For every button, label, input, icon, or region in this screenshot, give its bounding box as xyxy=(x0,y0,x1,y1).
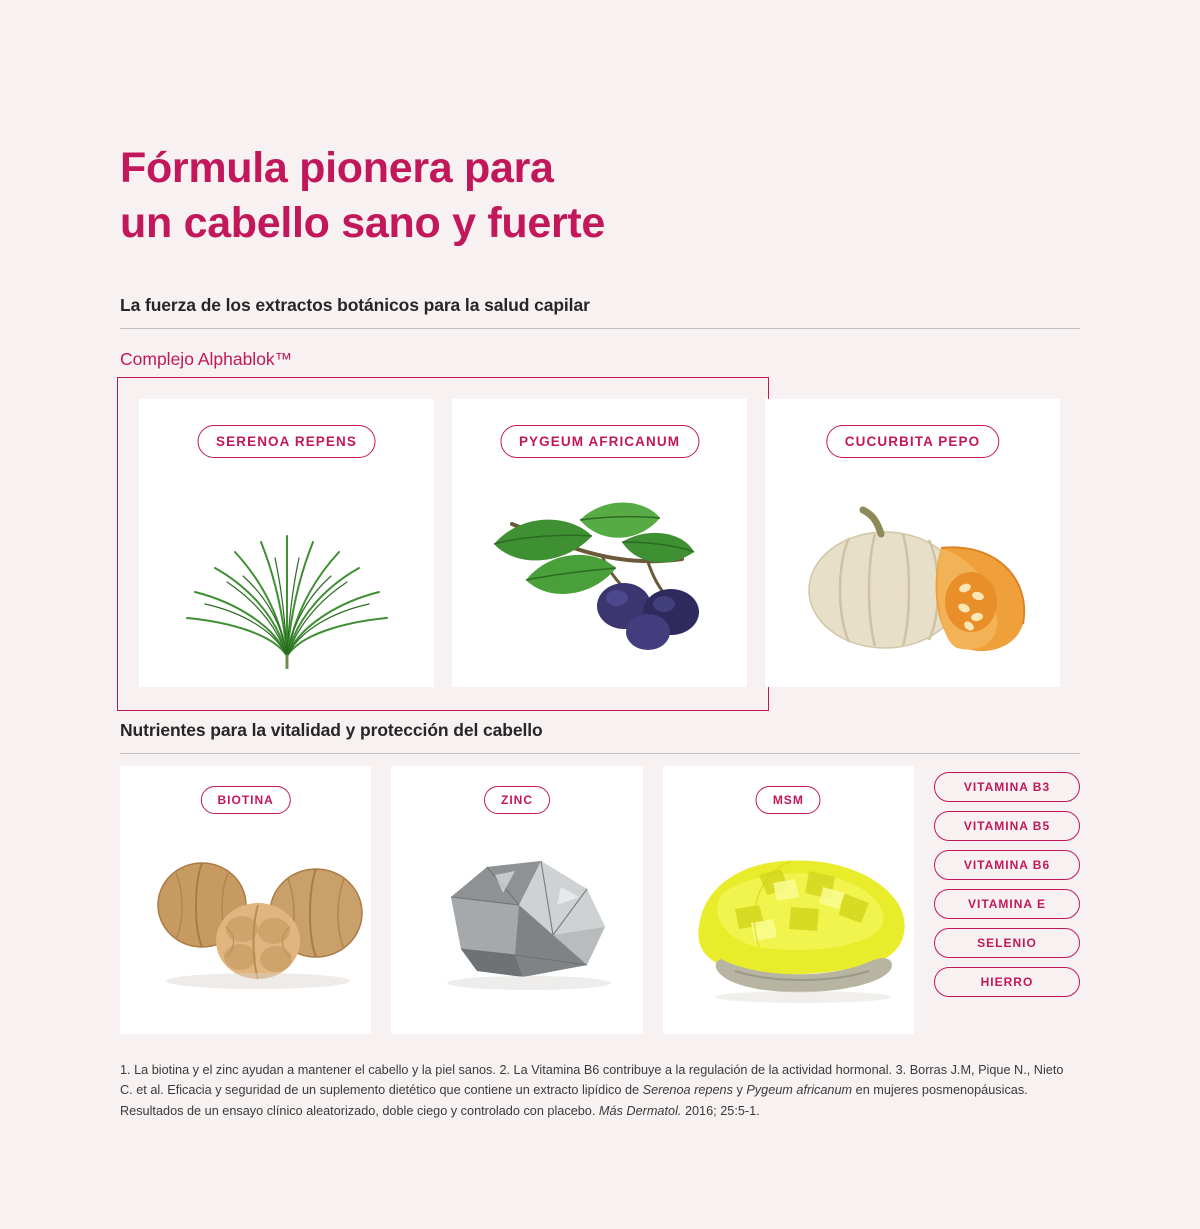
pumpkin-illustration xyxy=(765,484,1060,669)
nutrient-label-msm: MSM xyxy=(756,786,821,814)
ingredient-label-cucurbita-pepo: CUCURBITA PEPO xyxy=(826,425,999,458)
vitamin-pill-hierro: HIERRO xyxy=(934,967,1080,997)
page-title-line-1: Fórmula pionera para xyxy=(120,143,554,192)
nutrient-label-zinc: ZINC xyxy=(484,786,550,814)
section-botanicals-heading: La fuerza de los extractos botánicos para la salud capilar xyxy=(120,294,590,315)
divider-2 xyxy=(120,753,1080,754)
footnote-italic-serenoa: Serenoa repens xyxy=(642,1083,733,1098)
vitamin-pill-e: VITAMINA E xyxy=(934,889,1080,919)
vitamin-pill-b5: VITAMINA B5 xyxy=(934,811,1080,841)
ingredient-label-serenoa-repens: SERENOA REPENS xyxy=(197,425,376,458)
footnotes xyxy=(120,1060,1070,1122)
footnote-text-4: 2016; 25:5-1. xyxy=(681,1104,760,1119)
zinc-mineral-illustration xyxy=(391,831,642,1016)
footnote-italic-journal: Más Dermatol. xyxy=(598,1104,682,1119)
page-title-line-2: un cabello sano y fuerte xyxy=(120,198,606,247)
page-title xyxy=(120,29,1080,251)
vitamin-pill-selenio: SELENIO xyxy=(934,928,1080,958)
nutrient-card-biotina xyxy=(120,766,371,1034)
botanical-cards-group xyxy=(120,380,1080,687)
divider-1 xyxy=(120,328,1080,329)
nutrient-label-biotina: BIOTINA xyxy=(200,786,290,814)
ingredient-card-pygeum-africanum xyxy=(452,399,747,687)
nutrient-card-zinc xyxy=(391,766,642,1034)
walnuts-illustration xyxy=(120,831,371,1016)
alphablok-complex-label: Complejo Alphablok™ xyxy=(120,348,293,369)
ingredient-label-pygeum-africanum: PYGEUM AFRICANUM xyxy=(500,425,699,458)
footnote-text-1: 1. La biotina y el zinc ayudan a mantener el cabello y la piel sanos. 2. La Vitamina B6 contribuye a la regulación de la actividad hormonal. 3. Borras J.M, Pique N., Nieto C. et al. Eficacia y seguridad de un suplemento dietético que contiene un extracto lipídico de xyxy=(120,1062,1064,1098)
vitamin-pill-list xyxy=(934,766,1080,997)
nutrient-cards-group xyxy=(120,766,1080,1034)
footnote-text-2: y xyxy=(732,1083,747,1098)
footnote-italic-pygeum: Pygeum africanum xyxy=(746,1083,853,1098)
pygeum-berries-illustration xyxy=(452,484,747,669)
section-nutrients-heading: Nutrientes para la vitalidad y protección del cabello xyxy=(120,719,543,740)
ingredient-card-serenoa-repens xyxy=(139,399,434,687)
saw-palmetto-illustration xyxy=(139,484,434,669)
ingredient-card-cucurbita-pepo xyxy=(765,399,1060,687)
nutrient-card-msm xyxy=(663,766,914,1034)
document-page xyxy=(0,29,1200,1229)
vitamin-pill-b3: VITAMINA B3 xyxy=(934,772,1080,802)
sulfur-crystal-illustration xyxy=(663,831,914,1016)
footnote-text-3: en mujeres posmenopáusicas. Resultados de un ensayo clínico aleatorizado, doble ciego y controlado con placebo. xyxy=(120,1083,1028,1119)
vitamin-pill-b6: VITAMINA B6 xyxy=(934,850,1080,880)
